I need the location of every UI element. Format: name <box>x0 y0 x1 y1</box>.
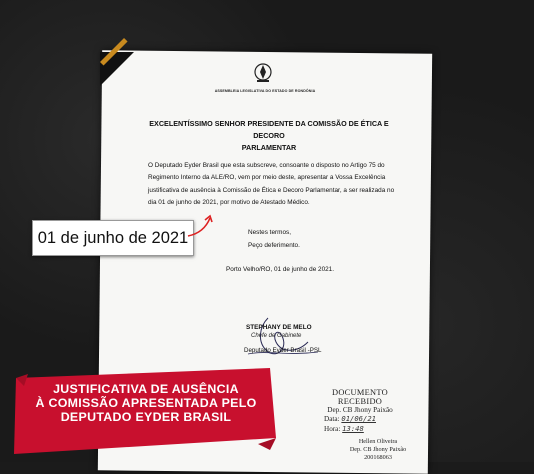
assembly-emblem-icon <box>253 62 273 84</box>
signer-name: STEPHANY DE MELO <box>246 324 312 331</box>
stamp-deputy: Dep. CB Jhony Paixão <box>327 406 393 414</box>
closing <box>248 226 368 252</box>
receiver-name: Hellen Oliveira <box>358 438 398 445</box>
headline-line-3: DEPUTADO EYDER BRASIL <box>60 410 232 424</box>
headline-line-2: À COMISSÃO APRESENTADA PELO <box>35 396 257 410</box>
date-callout: 01 de junho de 2021 <box>32 220 194 256</box>
stamp-time-value: 13:48 <box>342 424 364 433</box>
receiver-id: 200168063 <box>364 454 392 461</box>
receiver-stamp <box>338 438 418 462</box>
callout-arrow-icon <box>186 212 216 242</box>
headline-text <box>30 382 262 424</box>
stamp-date-value: 01/06/21 <box>341 414 376 423</box>
signer-role: Chefe de Gabinete <box>251 333 302 339</box>
signer-deputy: Deputado Eyder Brasil -PSL <box>244 347 322 354</box>
stamp-title: DOCUMENTO RECEBIDO <box>331 388 389 406</box>
stamp-time-row <box>310 424 410 434</box>
document-heading <box>140 118 398 154</box>
place-date: Porto Velho/RO, 01 de junho de 2021. <box>226 266 335 273</box>
receiver-deputy: Dep. CB Jhony Paixão <box>349 446 407 453</box>
stamp-date-row <box>310 414 410 424</box>
assembly-name: ASSEMBLEIA LEGISLATIVA DO ESTADO DE RONDÔNIA <box>214 89 316 93</box>
received-stamp <box>310 388 410 434</box>
heading-line-2: PARLAMENTAR <box>241 143 297 152</box>
closing-line-1: Nestes termos, <box>248 229 291 236</box>
headline-line-1: JUSTIFICATIVA DE AUSÊNCIA <box>53 382 239 396</box>
heading-line-1: EXCELENTÍSSIMO SENHOR PRESIDENTE DA COMISSÃO DE ÉTICA E DECORO <box>149 119 389 140</box>
stamp-date-label: Data: <box>324 415 340 423</box>
document-body: O Deputado Eyder Brasil que esta subscreve, consoante o disposto no Artigo 75 do Regimento Interno da ALE/RO, vem por meio deste, apresentar a Vossa Excelência justificativa de ausência à Comissão de Ética e Decoro Parlamentar, a ser realizada no dia 01 de junho de 2021, por motivo de Atestado Médico. <box>148 162 395 207</box>
closing-line-2: Peço deferimento. <box>248 242 300 249</box>
stamp-time-label: Hora: <box>324 425 341 433</box>
